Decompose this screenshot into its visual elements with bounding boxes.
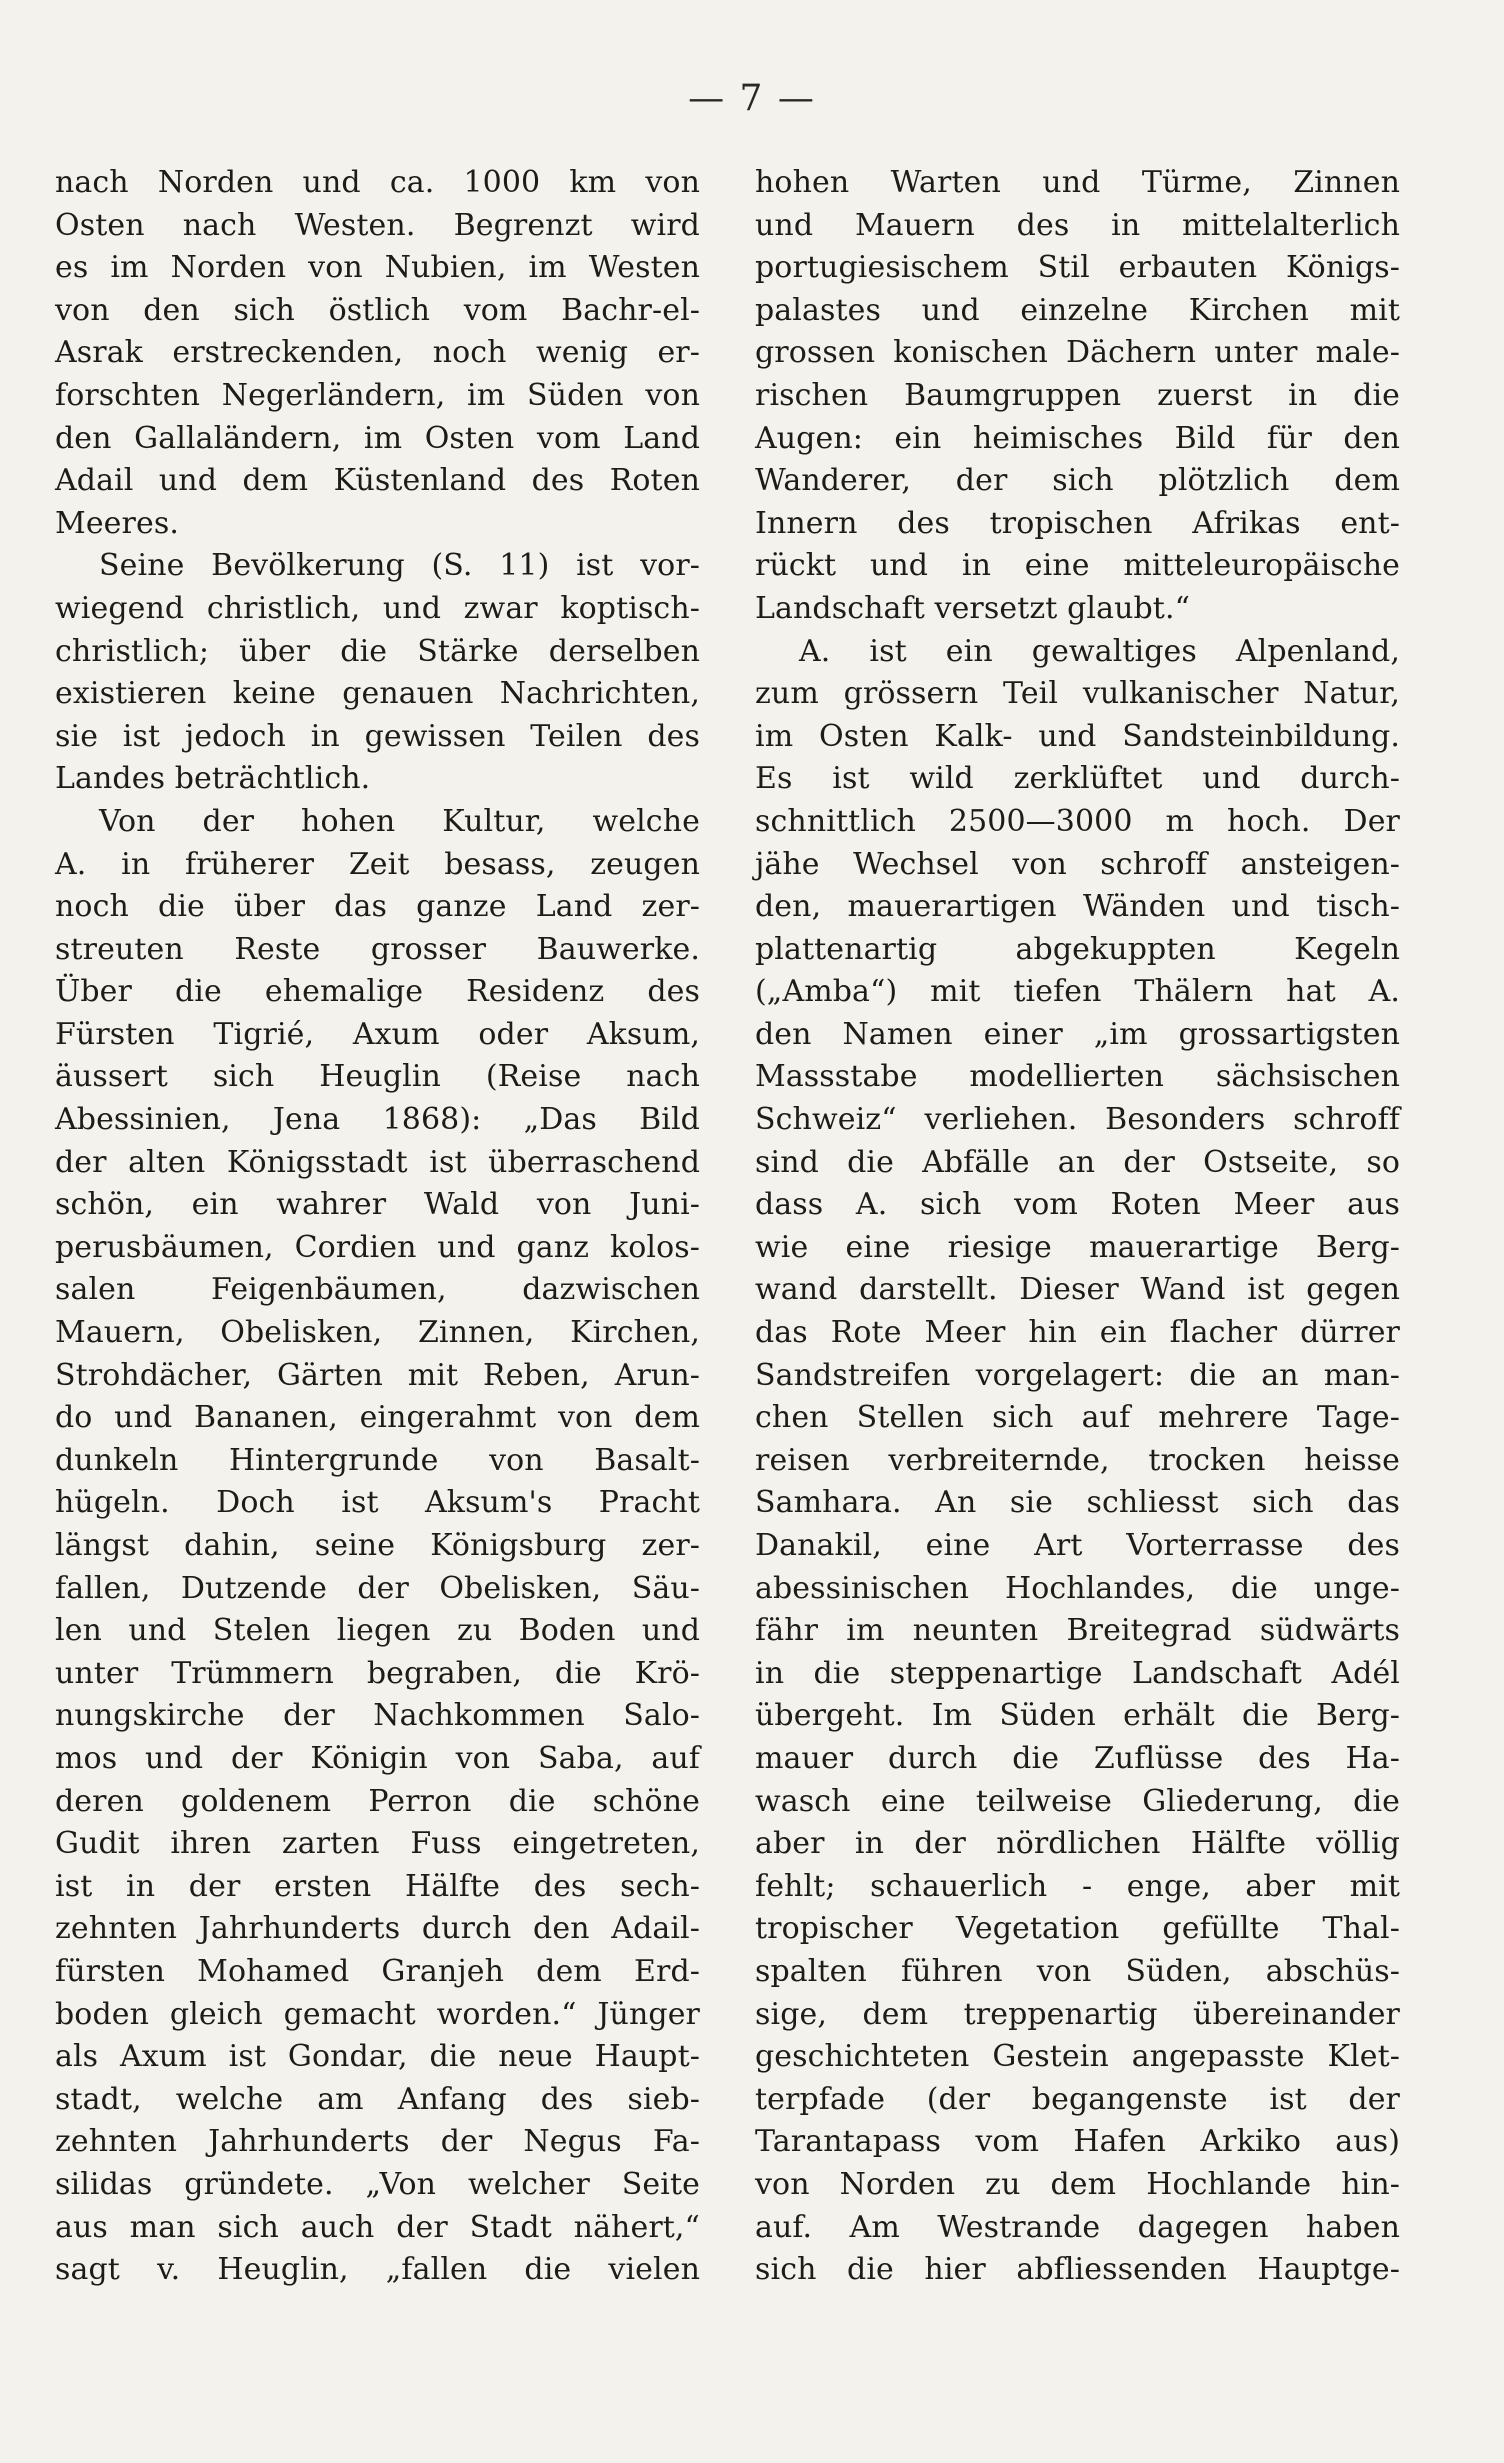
text-line: Strohdächer, Gärten mit Reben, Arun- [55,1357,700,1393]
text-line: Meeres. [55,505,179,541]
text-line: Es ist wild zerklüftet und durch- [755,761,1400,797]
text-line: der alten Königsstadt ist überraschend [55,1144,700,1180]
text-line: do und Bananen, eingerahmt von dem [55,1400,700,1436]
text-line: Wanderer, der sich plötzlich dem [755,463,1400,499]
text-line: aus man sich auch der Stadt nähert,“ [55,2209,700,2245]
text-line: Landes beträchtlich. [55,761,371,797]
text-line: fehlt; schauerlich - enge, aber mit [755,1868,1400,1904]
text-line: hügeln. Doch ist Aksum's Pracht [55,1485,700,1521]
text-line: und Mauern des in mittelalterlich [755,207,1400,243]
text-line: Fürsten Tigrié, Axum oder Aksum, [55,1016,700,1052]
text-line: sich die hier abfliessenden Hauptge- [755,2252,1400,2288]
text-line: silidas gründete. „Von welcher Seite [55,2166,700,2202]
text-line: das Rote Meer hin ein flacher dürrer [755,1315,1400,1351]
text-line: noch die über das ganze Land zer- [55,889,700,925]
text-line: sind die Abfälle an der Ostseite, so [755,1144,1400,1180]
text-line: auf. Am Westrande dagegen haben [755,2209,1400,2245]
text-line: zehnten Jahrhunderts der Negus Fa- [55,2124,700,2160]
text-line: Sandstreifen vorgelagert: die an man- [755,1357,1400,1393]
text-line: wasch eine teilweise Gliederung, die [755,1783,1400,1819]
text-line: grossen konischen Dächern unter male- [755,335,1400,371]
text-line: A. ist ein gewaltiges Alpenland, [799,633,1400,669]
text-line: Augen: ein heimisches Bild für den [755,420,1400,456]
text-line: den, mauerartigen Wänden und tisch- [755,889,1400,925]
text-line: Mauern, Obelisken, Zinnen, Kirchen, [55,1315,700,1351]
text-line: Osten nach Westen. Begrenzt wird [55,207,700,243]
text-line: zehnten Jahrhunderts durch den Adail- [55,1911,700,1947]
text-line: wiegend christlich, und zwar koptisch- [55,590,700,626]
text-line: als Axum ist Gondar, die neue Haupt- [55,2039,700,2075]
text-line: plattenartig abgekuppten Kegeln [755,931,1400,967]
text-line: fürsten Mohamed Granjeh dem Erd- [55,1953,700,1989]
page-number: — 7 — [688,78,816,119]
text-line: rischen Baumgruppen zuerst in die [755,377,1400,413]
text-line: übergeht. Im Süden erhält die Berg- [755,1698,1400,1734]
text-line: Von der hohen Kultur, welche [99,803,700,839]
text-line: hohen Warten und Türme, Zinnen [755,165,1400,200]
text-line: sie ist jedoch in gewissen Teilen des [55,718,700,754]
text-line: nungskirche der Nachkommen Salo- [55,1698,700,1734]
text-line: Abessinien, Jena 1868): „Das Bild [55,1102,700,1138]
text-line: Gudit ihren zarten Fuss eingetreten, [55,1826,700,1862]
text-line: Schweiz“ verliehen. Besonders schroff [755,1102,1400,1138]
text-line: wie eine riesige mauerartige Berg- [755,1229,1400,1265]
text-line: im Osten Kalk- und Sandsteinbildung. [755,718,1400,754]
text-line: christlich; über die Stärke derselben [55,633,700,669]
text-column-left [55,162,700,2292]
text-line: geschichteten Gestein angepasste Klet- [755,2039,1400,2075]
text-line: reisen verbreiternde, trocken heisse [755,1442,1400,1478]
text-line: von Norden zu dem Hochlande hin- [755,2166,1400,2202]
text-line: perusbäumen, Cordien und ganz kolos- [55,1229,700,1265]
text-line: jähe Wechsel von schroff ansteigen- [755,846,1400,882]
text-line: terpfade (der begangenste ist der [755,2081,1400,2117]
text-line: Samhara. An sie schliesst sich das [755,1485,1400,1521]
text-line: Adail und dem Küstenland des Roten [55,463,700,499]
text-line: nach Norden und ca. 1000 km von [55,165,700,200]
text-line: es im Norden von Nubien, im Westen [55,250,700,286]
text-line: den Gallaländern, im Osten vom Land [55,420,700,456]
text-line: unter Trümmern begraben, die Krö- [55,1655,700,1691]
text-line: boden gleich gemacht worden.“ Jünger [55,1996,700,2032]
text-line: Danakil, eine Art Vorterrasse des [755,1528,1400,1563]
text-line: wand darstellt. Dieser Wand ist gegen [755,1272,1400,1308]
text-line: längst dahin, seine Königsburg zer- [55,1528,700,1563]
text-line: portugiesischem Stil erbauten Königs- [755,250,1400,286]
text-line: rückt und in eine mitteleuropäische [755,548,1400,584]
text-line: Innern des tropischen Afrikas ent- [755,505,1400,541]
text-line: abessinischen Hochlandes, die unge- [755,1570,1400,1606]
text-line: von den sich östlich vom Bachr-el- [55,292,700,328]
text-line: schön, ein wahrer Wald von Juni- [55,1187,700,1223]
text-line: schnittlich 2500—3000 m hoch. Der [755,803,1400,839]
text-line: fähr im neunten Breitegrad südwärts [755,1613,1400,1649]
text-line: aber in der nördlichen Hälfte völlig [755,1826,1400,1862]
text-line: Massstabe modellierten sächsischen [755,1059,1400,1095]
text-line: len und Stelen liegen zu Boden und [55,1613,700,1649]
text-line: forschten Negerländern, im Süden von [55,377,700,413]
text-line: Über die ehemalige Residenz des [55,974,700,1010]
text-line: mos und der Königin von Saba, auf [55,1740,700,1776]
text-line: äussert sich Heuglin (Reise nach [55,1059,700,1095]
text-line: dunkeln Hintergrunde von Basalt- [55,1442,700,1478]
text-column-right [755,162,1400,2292]
text-line: Asrak erstreckenden, noch wenig er- [55,335,700,371]
text-line: den Namen einer „im grossartigsten [755,1016,1400,1052]
text-line: dass A. sich vom Roten Meer aus [755,1187,1400,1223]
text-line: fallen, Dutzende der Obelisken, Säu- [55,1570,700,1606]
text-line: ist in der ersten Hälfte des sech- [55,1868,700,1904]
text-line: existieren keine genauen Nachrichten, [55,676,700,712]
text-line: Seine Bevölkerung (S. 11) ist vor- [99,548,700,584]
text-line: salen Feigenbäumen, dazwischen [55,1272,700,1308]
text-line: sige, dem treppenartig übereinander [755,1996,1400,2032]
text-line: zum grössern Teil vulkanischer Natur, [755,676,1400,712]
text-line: chen Stellen sich auf mehrere Tage- [755,1400,1400,1436]
text-line: Landschaft versetzt glaubt.“ [755,590,1191,626]
text-line: A. in früherer Zeit besass, zeugen [55,846,700,882]
text-line: palastes und einzelne Kirchen mit [755,292,1400,328]
text-line: („Amba“) mit tiefen Thälern hat A. [755,974,1400,1010]
text-line: deren goldenem Perron die schöne [55,1783,700,1819]
text-line: stadt, welche am Anfang des sieb- [55,2081,700,2117]
text-line: sagt v. Heuglin, „fallen die vielen [55,2252,700,2288]
text-line: spalten führen von Süden, abschüs- [755,1953,1400,1989]
text-line: in die steppenartige Landschaft Adél [755,1655,1400,1691]
text-line: Tarantapass vom Hafen Arkiko aus) [755,2124,1400,2160]
text-line: streuten Reste grosser Bauwerke. [55,931,700,967]
text-line: tropischer Vegetation gefüllte Thal- [755,1911,1400,1947]
text-line: mauer durch die Zuflüsse des Ha- [755,1740,1400,1776]
